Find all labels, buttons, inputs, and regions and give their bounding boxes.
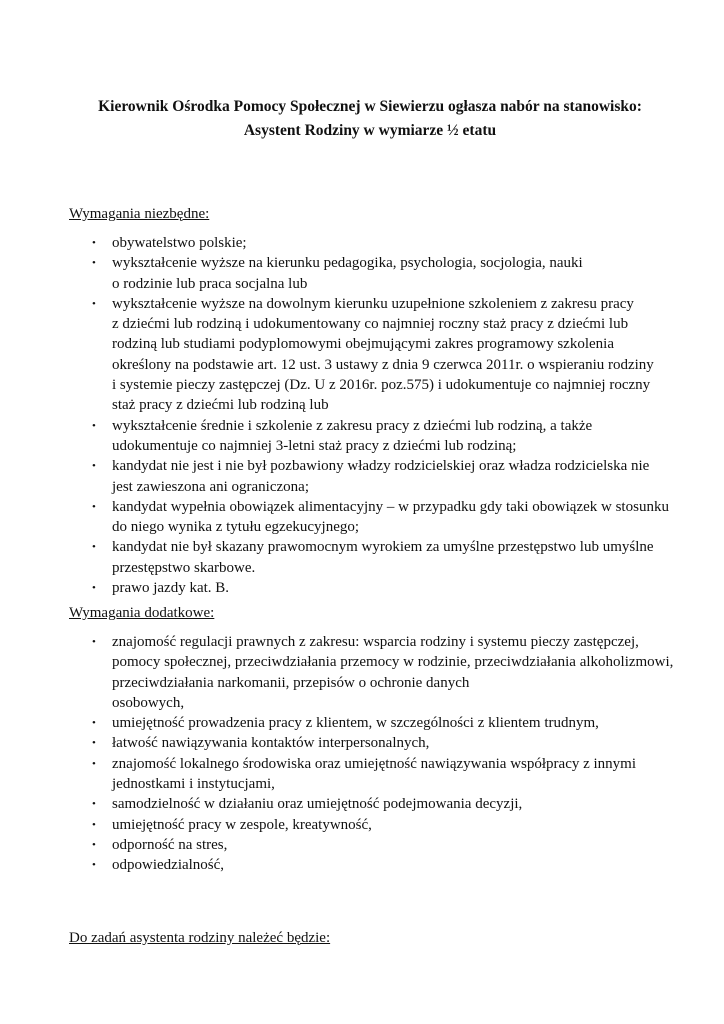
bullet-icon: • [92,541,96,554]
list-item-line: umiejętność pracy w zespole, kreatywność, [112,816,372,833]
list-item-line: do niego wynika z tytułu egzekucyjnego; [112,519,360,536]
additional-heading: Wymagania dodatkowe: [69,605,215,621]
list-item-line: i systemie pieczy zastępczej (Dz. U z 2016r. poz.575) i udokumentuje co najmniej roczny [112,377,651,394]
bullet-icon: • [92,419,96,432]
list-item-line: obywatelstwo polskie; [112,235,247,251]
bullet-icon: • [92,237,96,249]
list-item [0,815,657,835]
list-item [0,253,657,294]
bullet-icon: • [92,757,96,770]
list-item-line: przestępstwo skarbowe. [112,559,256,576]
bullet-icon: • [92,500,96,513]
list-item-line: przeciwdziałania narkomanii, przepisów o ochronie danych [112,674,470,691]
title-line-1: Kierownik Ośrodka Pomocy Społecznej w Siewierzu ogłasza nabór na stanowisko: [98,98,642,115]
required-heading: Wymagania niezbędne: [69,206,210,222]
list-item [0,835,657,855]
list-item [0,754,657,795]
list-item-line: znajomość lokalnego środowiska oraz umiejętność nawiązywania współpracy z innymi [112,755,637,772]
list-item-line: łatwość nawiązywania kontaktów interpersonalnych, [112,735,430,752]
list-item-line: samodzielność w działaniu oraz umiejętność podejmowania decyzji, [112,796,523,813]
bullet-icon: • [92,582,96,595]
list-item-line: staż pracy z dziećmi lub rodziną lub [112,397,329,414]
list-item [0,855,657,875]
bullet-icon: • [92,818,96,831]
list-item-line: rodziną lub studiami podyplomowymi obejmującymi zakres programowy szkolenia [112,336,614,353]
list-item-line: kandydat nie jest i nie był pozbawiony władzy rodzicielskiej oraz władza rodzicielska nie [112,458,650,475]
list-item-line: pomocy społecznej, przeciwdziałania przemocy w rodzinie, przeciwdziałania alkoholizmowi, [112,654,674,671]
list-item-line: kandydat nie był skazany prawomocnym wyrokiem za umyślne przestępstwo lub umyślne [112,539,654,556]
list-item-line: jest zawieszona ani ograniczona; [112,478,309,495]
list-item-line: wykształcenie wyższe na kierunku pedagogika, psychologia, socjologia, nauki [112,255,583,272]
duties-heading: Do zadań asystenta rodziny należeć będzie: [69,930,331,946]
list-item [0,497,669,538]
list-item [0,794,657,814]
title-line-2: Asystent Rodziny w wymiarze ½ etatu [243,122,497,139]
list-item-line: umiejętność prowadzenia pracy z klientem, w szczególności z klientem trudnym, [112,715,599,732]
list-item [0,578,657,598]
list-item-line: znajomość regulacji prawnych z zakresu: wsparcia rodziny i systemu pieczy zastępczej, [112,634,639,650]
list-item-line: jednostkami i instytucjami, [112,776,275,793]
bullet-icon: • [92,859,96,872]
list-item-line: odpowiedzialność, [112,857,225,874]
bullet-icon: • [92,838,96,851]
bullet-icon: • [92,798,96,811]
list-item-line: o rodzinie lub praca socjalna lub [112,275,308,292]
list-item [0,294,657,416]
bullet-icon: • [92,460,96,473]
list-item-line: osobowych, [112,694,185,711]
list-item-line: z dziećmi lub rodziną i udokumentowany co najmniej roczny staż pracy z dziećmi lub [112,316,629,333]
required-list [0,233,669,598]
bullet-icon: • [92,737,96,750]
list-item [0,233,657,253]
bullet-icon: • [92,717,96,730]
list-item-line: odporność na stres, [112,836,228,853]
page-title [70,95,670,143]
list-item [0,416,657,457]
list-item [0,632,674,713]
list-item [0,456,657,497]
list-item-line: prawo jazdy kat. B. [112,580,230,597]
bullet-icon: • [92,636,96,648]
list-item-line: wykształcenie wyższe na dowolnym kierunku uzupełnione szkoleniem z zakresu pracy [112,295,634,312]
list-item [0,713,657,733]
list-item-line: kandydat wypełnia obowiązek alimentacyjny – w przypadku gdy taki obowiązek w stosunku [112,498,669,515]
list-item-line: wykształcenie średnie i szkolenie z zakresu pracy z dziećmi lub rodziną, a także [112,417,593,434]
list-item-line: określony na podstawie art. 12 ust. 3 ustawy z dnia 9 czerwca 2011r. o wspieraniu rodziny [112,356,654,373]
list-item [0,537,657,578]
additional-list [0,632,674,876]
list-item-line: udokumentuje co najmniej 3-letni staż pracy z dziećmi lub rodziną; [112,437,517,454]
bullet-icon: • [92,257,96,270]
bullet-icon: • [92,297,96,310]
list-item [0,733,657,753]
